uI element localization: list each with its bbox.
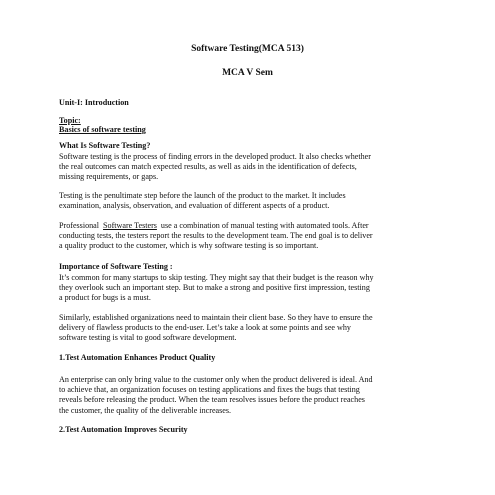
section-heading-importance: Importance of Software Testing : bbox=[59, 262, 173, 271]
paragraph-what-is-1 bbox=[59, 152, 439, 183]
text-line: delivery of flawless products to the end-user. Let’s take a look at some points and see why bbox=[59, 323, 351, 333]
topic-label: Topic: bbox=[59, 116, 81, 125]
text-line: It’s common for many startups to skip testing. They might say that their budget is the reason why bbox=[59, 273, 374, 282]
text-run: use a combination of manual testing with automated tools. After bbox=[160, 221, 369, 230]
software-testers-link[interactable]: Software Testers bbox=[103, 221, 157, 230]
unit-heading: Unit-I: Introduction bbox=[59, 98, 129, 107]
text-line: Software testing is the process of finding errors in the developed product. It also checks whether bbox=[59, 152, 371, 161]
text-line: missing requirements, or gaps. bbox=[59, 172, 159, 182]
paragraph-importance-1 bbox=[59, 273, 439, 304]
section-heading-what-is: What Is Software Testing? bbox=[59, 141, 151, 150]
text-line: a product for bugs is a must. bbox=[59, 293, 151, 303]
text-line: reveals before releasing the product. When the team resolves issues before the product reaches bbox=[59, 395, 365, 405]
paragraph-what-is-2 bbox=[59, 191, 439, 211]
text-line: An enterprise can only bring value to the customer only when the product delivered is ideal. And bbox=[59, 375, 373, 384]
paragraph-point-1 bbox=[59, 375, 439, 416]
document-title: Software Testing(MCA 513) bbox=[191, 44, 304, 54]
text-line: to achieve that, an organization focuses on testing applications and fixes the bugs that testing bbox=[59, 385, 360, 395]
text-line: conducting tests, the testers report the results to the development team. The end goal is to deliver bbox=[59, 231, 373, 241]
text-line: a quality product to the customer, which is why software testing is so important. bbox=[59, 241, 319, 251]
topic-title: Basics of software testing bbox=[59, 125, 146, 134]
section-heading-point-2: 2.Test Automation Improves Security bbox=[59, 425, 188, 434]
text-line: they overlook such an important step. But to make a strong and positive first impression, testing bbox=[59, 283, 370, 293]
paragraph-what-is-3 bbox=[59, 221, 439, 252]
text-line bbox=[59, 221, 439, 231]
paragraph-importance-2 bbox=[59, 313, 439, 344]
text-line: examination, analysis, observation, and evaluation of different aspects of a product. bbox=[59, 201, 330, 211]
document-subtitle: MCA V Sem bbox=[222, 68, 273, 78]
section-heading-point-1: 1.Test Automation Enhances Product Quality bbox=[59, 353, 216, 362]
text-line: software testing is vital to good software development. bbox=[59, 333, 237, 343]
text-line: the real outcomes can match expected results, as well as aids in the identification of defects, bbox=[59, 162, 357, 172]
text-line: the customer, the quality of the deliverable increases. bbox=[59, 405, 232, 415]
text-line: Testing is the penultimate step before the launch of the product to the market. It includes bbox=[59, 191, 346, 200]
text-line: Similarly, established organizations need to maintain their client base. So they have to ensure the bbox=[59, 313, 373, 322]
text-run: Professional bbox=[59, 221, 100, 230]
